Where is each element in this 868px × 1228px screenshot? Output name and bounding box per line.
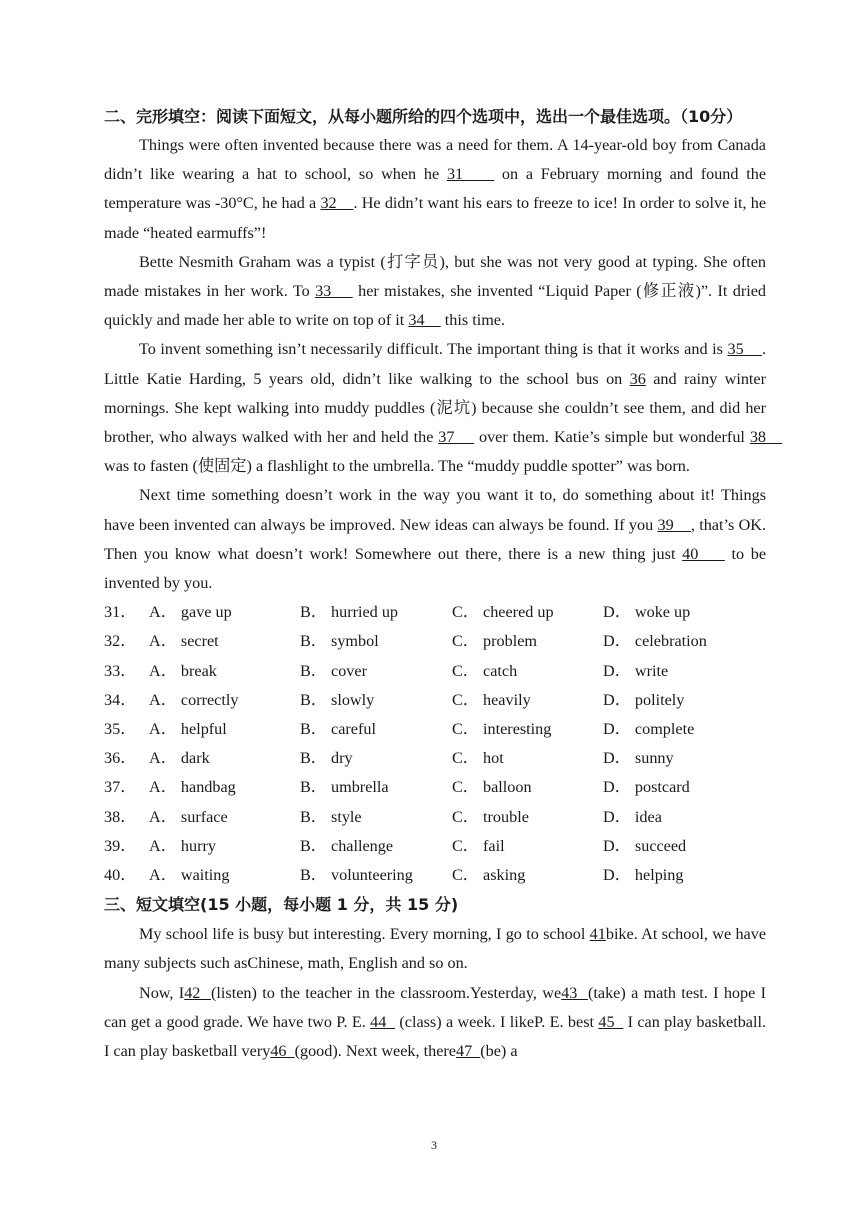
blank-number: 38	[749, 428, 783, 447]
option-c: C． fail	[452, 836, 505, 855]
option-d: D． complete	[603, 720, 695, 739]
paragraph-text: on a February morning and found the temperature was -30°C, he had a	[104, 165, 771, 213]
paragraph-text: Things were often invented because there was a need for them. A 14-year-old boy from Canada didn’t like wearing a hat to school, so when he	[104, 136, 771, 184]
paragraph-text: to be invented by you.	[104, 544, 771, 593]
paragraph-text: (be) a	[480, 1042, 518, 1061]
section3-passage	[104, 920, 771, 1066]
option-b: B． careful	[300, 720, 376, 739]
option-row	[104, 627, 766, 656]
question-number: 40．	[104, 866, 137, 885]
paragraph-text: this time.	[440, 311, 506, 330]
paragraph-text: bike. At school, we have many subjects such asChinese, math, English and so on.	[104, 925, 771, 973]
paragraph-text: To invent something isn’t necessarily difficult. The important thing is that it works and is	[139, 340, 728, 359]
paragraph-text: My school life is busy but interesting. Every morning, I go to school	[139, 925, 590, 944]
paragraph-text: I can play basketball. I can play basketball very	[104, 1012, 771, 1061]
option-a: A． dark	[149, 749, 210, 768]
option-a: A． handbag	[149, 778, 236, 797]
paragraph-text: over them. Katie’s simple but wonderful	[474, 428, 750, 447]
option-c: C． problem	[452, 632, 537, 651]
paragraph-text: , that’s OK. Then you know what doesn’t work! Somewhere out there, there is a new thing just	[104, 515, 770, 563]
blank-number: 35	[727, 340, 762, 359]
paragraph-text: Next time something doesn’t work in the way you want it to, do something about it! Things have been invented can always be improved. New ideas can always be found. If you	[104, 486, 771, 534]
option-row	[104, 657, 766, 686]
paragraph-text: her mistakes, she invented “Liquid Paper (修正液)”. It dried quickly and made her able to write on top of it	[104, 282, 771, 330]
page-number: 3	[431, 1138, 437, 1152]
option-d: D． helping	[603, 866, 684, 885]
option-b: B． challenge	[300, 836, 394, 855]
paragraph-text: . He didn’t want his ears to freeze to ice! In order to solve it, he made “heated earmuffs”!	[104, 194, 771, 242]
option-b: B． style	[300, 807, 362, 826]
question-number: 33．	[104, 661, 137, 680]
blank-number: 36	[629, 369, 646, 388]
option-row	[104, 598, 766, 627]
section3-paragraph	[104, 920, 771, 978]
section2-paragraph	[104, 481, 771, 598]
blank-number: 43	[561, 983, 588, 1002]
option-row	[104, 832, 766, 861]
section2-title: 二、完形填空：阅读下面短文，从每小题所给的四个选项中，选出一个最佳选项。（10分）	[104, 107, 743, 126]
option-b: B． symbol	[300, 632, 379, 651]
option-row	[104, 861, 766, 890]
question-number: 37．	[104, 778, 137, 797]
option-d: D． politely	[603, 690, 685, 709]
option-c: C． heavily	[452, 690, 531, 709]
option-d: D． write	[603, 661, 669, 680]
option-d: D． woke up	[603, 603, 691, 622]
paragraph-text: and rainy winter mornings. She kept walking into muddy puddles (泥坑) because she couldn’t see them, and did her brother, who always walked with her and held the	[104, 369, 771, 447]
option-row	[104, 803, 766, 832]
blank-number: 45	[598, 1012, 624, 1031]
blank-number: 46	[270, 1042, 295, 1061]
section2-options	[104, 598, 766, 890]
option-c: C． interesting	[452, 720, 552, 739]
paragraph-text: (take) a math test. I hope I can get a good grade. We have two P. E.	[104, 983, 771, 1031]
option-d: D． postcard	[603, 778, 690, 797]
option-d: D． sunny	[603, 749, 674, 768]
blank-number: 31	[446, 165, 495, 184]
option-b: B． volunteering	[300, 866, 413, 885]
option-c: C． hot	[452, 749, 504, 768]
option-b: B． cover	[300, 661, 367, 680]
option-a: A． surface	[149, 807, 228, 826]
option-c: C． cheered up	[452, 603, 554, 622]
blank-number: 37	[438, 428, 475, 447]
option-d: D． idea	[603, 807, 662, 826]
blank-number: 47	[455, 1042, 481, 1061]
section2-paragraph	[104, 335, 787, 481]
option-d: D． succeed	[603, 836, 687, 855]
option-row	[104, 715, 766, 744]
blank-number: 32	[320, 194, 354, 213]
section3-paragraph	[104, 979, 771, 1067]
option-a: A． gave up	[149, 603, 232, 622]
paragraph-text: (listen) to the teacher in the classroom.Yesterday, we	[211, 983, 562, 1002]
option-b: B． dry	[300, 749, 353, 768]
blank-number: 33	[315, 282, 353, 301]
option-a: A． secret	[149, 632, 219, 651]
option-a: A． break	[149, 661, 217, 680]
question-number: 31．	[104, 603, 137, 622]
paragraph-text: was to fasten (使固定) a flashlight to the umbrella. The “muddy puddle spotter” was born.	[104, 428, 787, 476]
option-a: A． waiting	[149, 866, 230, 885]
blank-number: 40	[682, 544, 725, 563]
option-row	[104, 686, 766, 715]
section3-title: 三、短文填空(15 小题，每小题 1 分，共 15 分)	[104, 895, 459, 915]
option-c: C． balloon	[452, 778, 532, 797]
option-b: B． hurried up	[300, 603, 399, 622]
question-number: 39．	[104, 836, 137, 855]
option-row	[104, 773, 766, 802]
blank-number: 42	[184, 983, 212, 1002]
option-row	[104, 744, 766, 773]
option-c: C． trouble	[452, 807, 529, 826]
section2-passage	[104, 131, 787, 598]
blank-number: 34	[408, 311, 441, 330]
option-c: C． catch	[452, 661, 518, 680]
option-b: B． slowly	[300, 690, 375, 709]
option-d: D． celebration	[603, 632, 707, 651]
paragraph-text: (class) a week. I likeP. E. best	[395, 1012, 599, 1031]
question-number: 38．	[104, 807, 137, 826]
option-c: C． asking	[452, 866, 526, 885]
question-number: 32．	[104, 632, 137, 651]
option-a: A． hurry	[149, 836, 216, 855]
paragraph-text: . Little Katie Harding, 5 years old, didn’t like walking to the school bus on	[104, 340, 771, 388]
page-content	[104, 102, 787, 1066]
paragraph-text: Bette Nesmith Graham was a typist (打字员), but she was not very good at typing. She often made mistakes in her work. To	[104, 252, 771, 301]
blank-number: 41	[589, 925, 606, 944]
question-number: 34．	[104, 690, 137, 709]
section2-paragraph	[104, 131, 771, 248]
blank-number: 39	[657, 515, 691, 534]
blank-number: 44	[370, 1012, 396, 1031]
question-number: 35．	[104, 720, 137, 739]
paragraph-text: (good). Next week, there	[294, 1042, 456, 1061]
section2-paragraph	[104, 248, 771, 336]
paragraph-text: Now, I	[139, 983, 185, 1002]
question-number: 36．	[104, 749, 137, 768]
option-b: B． umbrella	[300, 778, 389, 797]
option-a: A． correctly	[149, 690, 239, 709]
option-a: A． helpful	[149, 720, 227, 739]
